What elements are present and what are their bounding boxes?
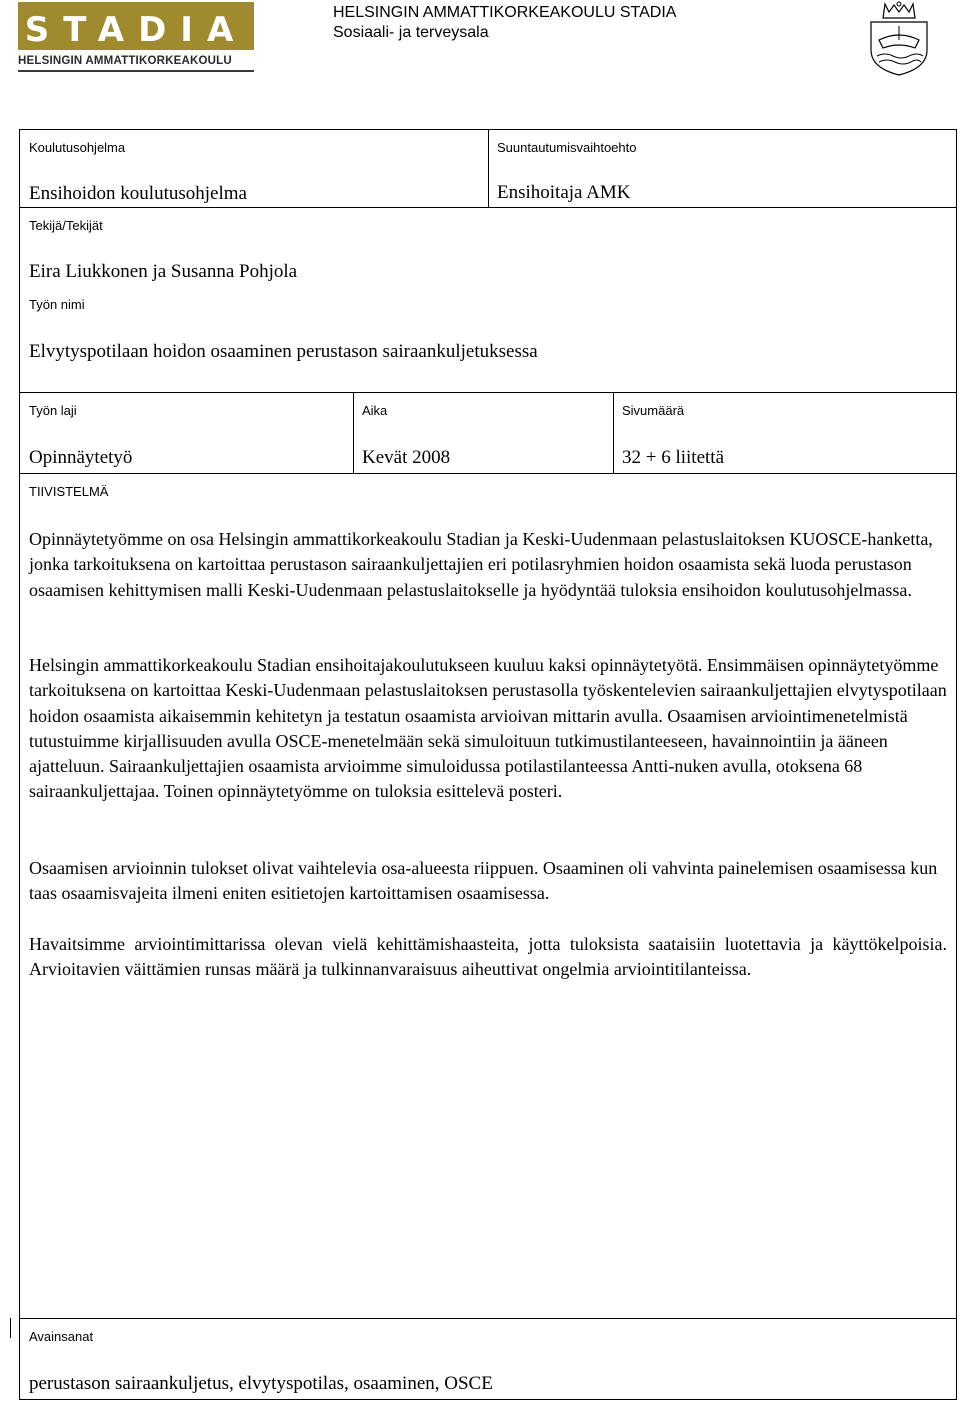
divider-vertical (488, 129, 489, 208)
logo-subtitle: HELSINGIN AMMATTIKORKEAKOULU (18, 55, 232, 67)
track-label: Suuntautumisvaihtoehto (497, 140, 637, 155)
pages-value: 32 + 6 liitettä (622, 447, 725, 468)
authors-value: Eira Liukkonen ja Susanna Pohjola (29, 261, 298, 282)
keywords-value: perustason sairaankuljetus, elvytyspotilas, osaaminen, OSCE (29, 1373, 493, 1394)
abstract-paragraph: Helsingin ammattikorkeakoulu Stadian ensihoitajakoulutukseen kuuluu kaksi opinnäytetyötä. Ensimmäisen opinnäytetyömme tarkoituksena on kartoittaa Keski-Uudenmaan pelastuslaitoksen perustasolla työskentelevien sairaankuljettajien elvytyspotilaan hoidon osaamista aikaisemmin kehitetyn ja testatun osaamista arvioivan mittarin avulla. Osaamisen arviointimenetelmistä tutustuimme kirjallisuuden avulla OSCE-menetelmään sekä simuloituun tutkimustilanteeseen, havainnointiin ja ääneen ajatteluun. Sairaankuljettajien osaamista arvioimme simuloidussa potilastilanteessa Antti-nuken avulla, otoksena 68 sairaankuljettajaa. Toinen opinnäytetyömme on tuloksia esittelevä posteri. (29, 655, 947, 802)
text-cursor (10, 1318, 11, 1338)
divider-horizontal (19, 473, 957, 474)
type-value: Opinnäytetyö (29, 447, 133, 468)
divider-horizontal (19, 207, 957, 208)
stadia-logo-icon (18, 5, 254, 53)
divider-vertical (613, 392, 614, 474)
abstract-label: TIIVISTELMÄ (29, 484, 109, 499)
time-label: Aika (362, 403, 388, 418)
logo-divider (18, 70, 254, 72)
helsinki-coat-of-arms-icon (867, 0, 931, 76)
program-value: Ensihoidon koulutusohjelma (29, 183, 247, 204)
divider-horizontal (19, 1318, 957, 1319)
abstract-paragraph: Opinnäytetyömme on osa Helsingin ammattikorkeakoulu Stadian ja Keski-Uudenmaan pelastuslaitoksen KUOSCE-hanketta, jonka tarkoituksena on kartoittaa perustason sairaankuljettajien eri potilasryhmien hoidon osaamista sekä luoda perustason osaamisen kehittymisen malli Keski-Uudenmaan pelastuslaitokselle ja hyödyntää tuloksia ensihoidon koulutusohjelmassa. (29, 529, 933, 600)
track-value: Ensihoitaja AMK (497, 182, 631, 203)
divider-vertical (353, 392, 354, 474)
program-label: Koulutusohjelma (29, 140, 126, 155)
authors-label: Tekijä/Tekijät (29, 218, 103, 233)
type-label: Työn laji (29, 403, 77, 418)
time-value: Kevät 2008 (362, 447, 451, 468)
svg-text:STADIA: STADIA (24, 10, 248, 50)
department-name: Sosiaali- ja terveysala (333, 24, 489, 41)
keywords-label: Avainsanat (29, 1329, 94, 1344)
abstract-paragraph: Osaamisen arvioinnin tulokset olivat vaihtelevia osa-alueesta riippuen. Osaaminen oli vahvinta painelemisen osaamisessa kun taas osaamisvajeita ilmeni eniten esitietojen kartoittamisen osaamisessa. (29, 858, 938, 904)
abstract-paragraph: Havaitsimme arviointimittarissa olevan vielä kehittämishaasteita, jotta tuloksista saataisiin luotettavia ja käyttökelpoisia. Arvioitavien väittämien runsas määrä ja tulkinnanvaraisuus aiheuttivat ongelmia arviointitilanteissa. (29, 934, 947, 980)
title-value: Elvytyspotilaan hoidon osaaminen perustason sairaankuljetuksessa (29, 341, 538, 362)
stadia-logo (18, 2, 254, 50)
institution-name: HELSINGIN AMMATTIKORKEAKOULU STADIA (333, 4, 677, 21)
divider-horizontal (19, 392, 957, 393)
title-label: Työn nimi (29, 297, 85, 312)
pages-label: Sivumäärä (622, 403, 685, 418)
